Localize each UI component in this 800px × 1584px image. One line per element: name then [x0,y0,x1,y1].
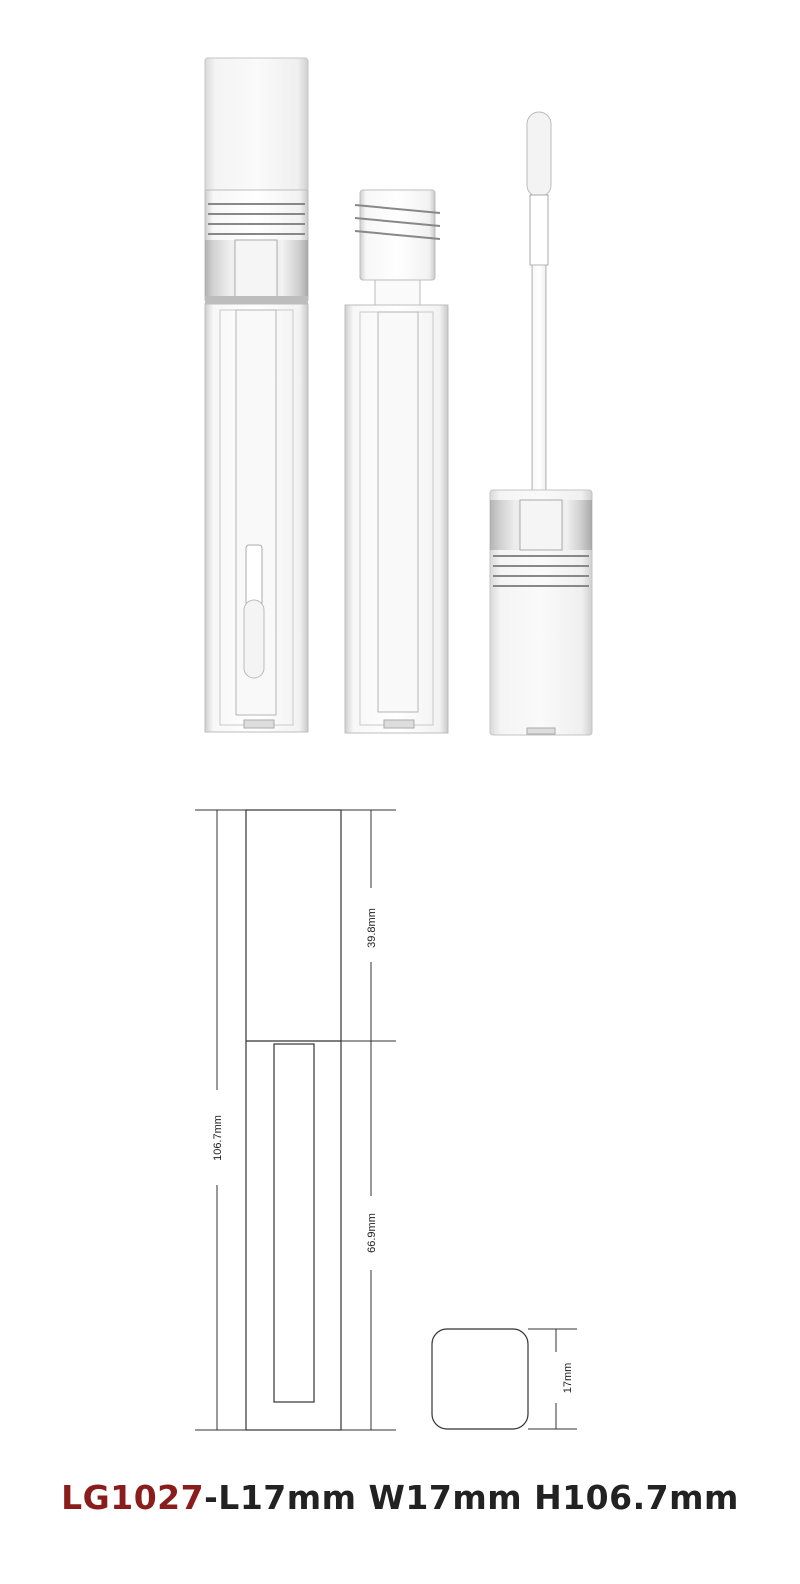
total-height-label: 106.7mm [212,1115,224,1161]
product-spec-title [0,1478,800,1517]
cap-height-label: 39.8mm [366,908,378,948]
dimension-lines [195,810,577,1430]
bottle-outline [246,810,341,1430]
side-view-outline [432,1329,528,1429]
side-width-label: 17mm [562,1362,574,1394]
bottle-height-label: 66.9mm [366,1213,378,1253]
spec-text: -L17mm W17mm H106.7mm [204,1478,739,1517]
model-code: LG1027 [61,1478,205,1517]
